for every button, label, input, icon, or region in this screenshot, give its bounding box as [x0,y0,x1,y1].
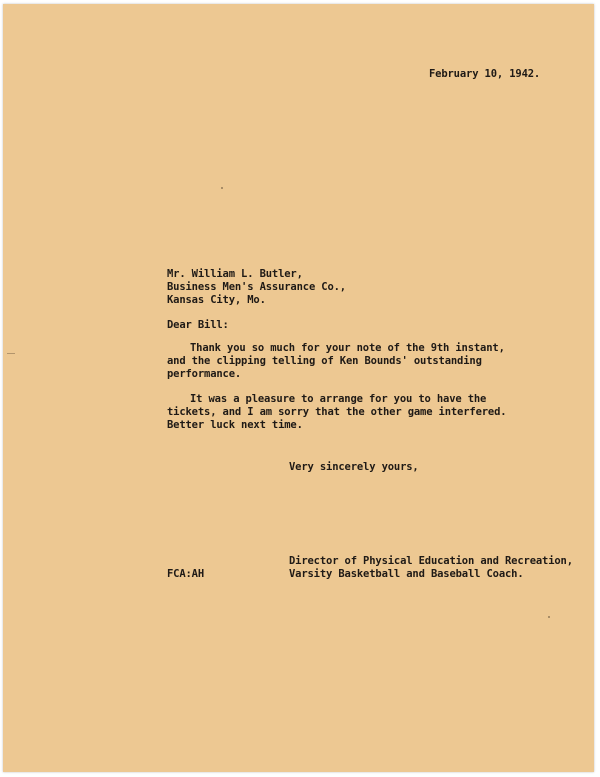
paragraph-2-line-1: It was a pleasure to arrange for you to have the [190,393,487,405]
letter-date: February 10, 1942. [429,68,541,80]
paragraph-1-line-3: performance. [167,368,242,380]
paragraph-2-line-3: Better luck next time. [167,419,303,431]
reference-initials: FCA:AH [167,568,205,580]
recipient-company: Business Men's Assurance Co., [167,281,346,293]
letter-page [3,4,594,772]
paragraph-1-line-1: Thank you so much for your note of the 9th instant, [190,342,505,354]
recipient-name: Mr. William L. Butler, [167,268,303,280]
closing: Very sincerely yours, [289,461,419,473]
paper-speck [548,616,550,618]
paragraph-1-line-2: and the clipping telling of Ken Bounds' outstanding [167,355,482,367]
signature-title-line-1: Director of Physical Education and Recreation, [289,555,573,567]
salutation: Dear Bill: [167,319,229,331]
paper-mark [7,353,15,354]
paragraph-2-line-2: tickets, and I am sorry that the other game interfered. [167,406,507,418]
recipient-city: Kansas City, Mo. [167,294,266,306]
signature-title-line-2: Varsity Basketball and Baseball Coach. [289,568,524,580]
paper-speck [221,187,223,189]
